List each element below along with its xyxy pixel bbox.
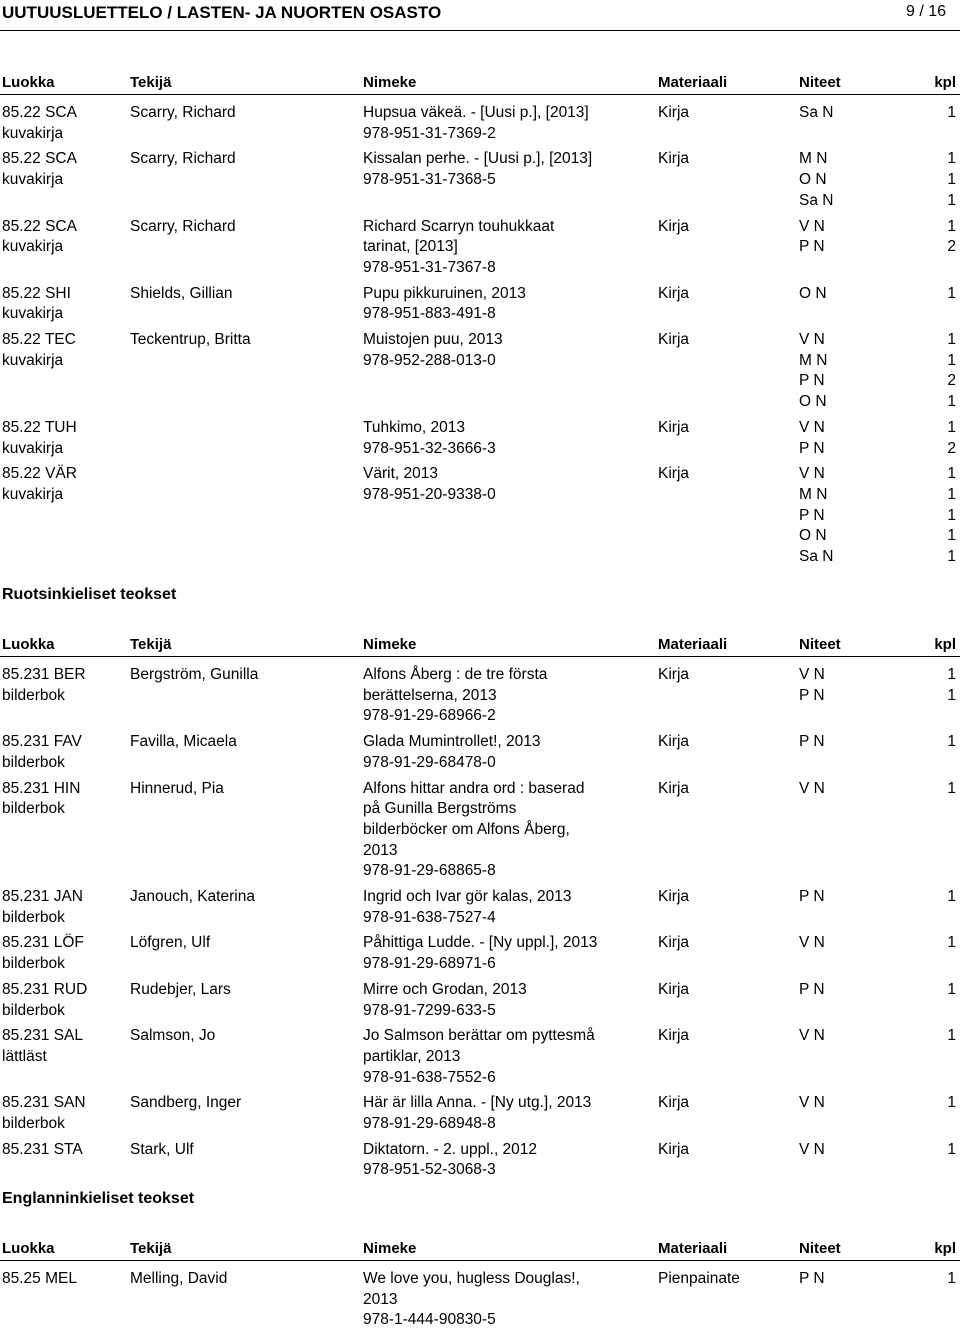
cell-line: 2 — [947, 238, 956, 256]
cell-tekija — [130, 779, 355, 800]
cell-line: Ingrid och Ivar gör kalas, 2013 — [363, 888, 572, 905]
cell-luokka — [2, 887, 122, 928]
cell-tekija — [130, 330, 355, 351]
cell-materiaali — [658, 1093, 778, 1114]
cell-niteet — [799, 1140, 909, 1161]
cell-materiaali — [658, 887, 778, 908]
cell-nimeke — [363, 103, 653, 144]
cell-line: 1 — [947, 779, 956, 797]
cell-tekija — [130, 887, 355, 908]
cell-line: 85.22 VÄR — [2, 465, 77, 483]
cell-luokka — [2, 284, 122, 325]
cell-line: P N — [799, 439, 825, 457]
cell-line: P N — [799, 733, 825, 751]
cell-line: Rudebjer, Lars — [130, 980, 231, 998]
cell-line: Scarry, Richard — [130, 150, 236, 168]
cell-line: bilderbok — [2, 800, 65, 818]
cell-kpl — [932, 217, 956, 258]
cell-line: 2 — [947, 372, 956, 390]
cell-line: Kirja — [658, 1027, 690, 1045]
cell-kpl — [932, 1140, 956, 1161]
column-header-materiaali: Materiaali — [658, 74, 728, 91]
cell-line: Teckentrup, Britta — [130, 331, 251, 348]
cell-tekija — [130, 933, 355, 954]
cell-line: partiklar, 2013 — [363, 1047, 461, 1065]
cell-niteet — [799, 732, 909, 753]
cell-nimeke — [363, 933, 653, 974]
section-title: Englanninkieliset teokset — [2, 1190, 195, 1207]
cell-line: V N — [799, 1094, 825, 1112]
cell-line: Mirre och Grodan, 2013 — [363, 980, 527, 998]
cell-line: 1 — [947, 217, 956, 235]
cell-line: Jo Salmson berättar om pyttesmå — [363, 1027, 595, 1045]
cell-line: bilderbok — [2, 686, 65, 704]
cell-line: 1 — [947, 527, 956, 545]
cell-tekija — [130, 1026, 355, 1047]
cell-materiaali — [658, 779, 778, 800]
cell-line: Kirja — [658, 980, 690, 998]
cell-line: Janouch, Katerina — [130, 888, 255, 905]
cell-line: 1 — [947, 485, 956, 503]
cell-line: 2 — [947, 439, 956, 457]
cell-niteet — [799, 103, 909, 124]
cell-line: 978-951-31-7369-2 — [363, 124, 496, 142]
cell-line: Hinnerud, Pia — [130, 779, 224, 797]
cell-line: Tuhkimo, 2013 — [363, 418, 465, 436]
cell-niteet — [799, 779, 909, 800]
cell-line: Sa N — [799, 548, 834, 565]
cell-materiaali — [658, 149, 778, 170]
cell-line: lättläst — [2, 1047, 47, 1065]
cell-line: Löfgren, Ulf — [130, 934, 211, 952]
cell-line: 978-951-20-9338-0 — [363, 485, 496, 503]
cell-kpl — [932, 887, 956, 908]
cell-line: V N — [799, 934, 825, 952]
cell-line: 2013 — [363, 841, 398, 859]
cell-niteet — [799, 217, 909, 258]
cell-line: V N — [799, 1140, 825, 1158]
cell-line: 1 — [947, 1094, 956, 1112]
cell-niteet — [799, 1093, 909, 1114]
cell-line: 1 — [947, 686, 956, 704]
cell-line: 978-1-444-90830-5 — [363, 1311, 496, 1329]
cell-line: P N — [799, 888, 825, 905]
column-header-luokka: Luokka — [2, 74, 55, 91]
cell-line: Kirja — [658, 150, 690, 168]
cell-luokka — [2, 732, 122, 773]
cell-niteet — [799, 1026, 909, 1047]
cell-line: Richard Scarryn touhukkaat — [363, 217, 555, 235]
cell-line: O N — [799, 171, 827, 189]
cell-line: Kirja — [658, 331, 690, 348]
cell-line: 978-91-29-68478-0 — [363, 753, 496, 771]
column-header-divider — [0, 1260, 960, 1261]
cell-kpl — [932, 330, 956, 413]
cell-line: 85.22 SCA — [2, 217, 77, 235]
cell-materiaali — [658, 103, 778, 124]
cell-line: 978-951-31-7367-8 — [363, 258, 496, 276]
column-header-tekija: Tekijä — [130, 1240, 172, 1257]
cell-line: 85.22 SCA — [2, 104, 77, 121]
page-number: 9 / 16 — [905, 3, 946, 20]
cell-tekija — [130, 217, 355, 238]
cell-luokka — [2, 1093, 122, 1134]
cell-luokka — [2, 933, 122, 974]
cell-niteet — [799, 330, 909, 413]
cell-line: V N — [799, 779, 825, 797]
cell-kpl — [932, 149, 956, 211]
cell-line: Scarry, Richard — [130, 104, 236, 121]
cell-niteet — [799, 933, 909, 954]
cell-line: 85.231 JAN — [2, 888, 83, 905]
cell-line: P N — [799, 1270, 825, 1287]
cell-line: V N — [799, 1027, 825, 1045]
cell-line: 978-952-288-013-0 — [363, 351, 496, 369]
cell-line: 1 — [947, 888, 956, 905]
cell-line: Sa N — [799, 191, 834, 209]
cell-line: 978-91-29-68865-8 — [363, 862, 496, 880]
cell-line: 978-91-29-68948-8 — [363, 1115, 496, 1132]
cell-line: Kissalan perhe. - [Uusi p.], [2013] — [363, 150, 593, 168]
cell-line: 978-951-52-3068-3 — [363, 1161, 496, 1179]
cell-line: 85.231 RUD — [2, 980, 88, 998]
column-header-row — [0, 632, 960, 658]
cell-luokka — [2, 980, 122, 1021]
cell-line: kuvakirja — [2, 124, 64, 142]
column-header-luokka: Luokka — [2, 636, 55, 653]
column-header-niteet: Niteet — [799, 636, 841, 653]
cell-line: Kirja — [658, 779, 690, 797]
column-header-nimeke: Nimeke — [363, 74, 417, 91]
cell-line: kuvakirja — [2, 305, 64, 323]
cell-line: 85.231 FAV — [2, 733, 82, 751]
cell-line: 1 — [947, 284, 956, 302]
cell-nimeke — [363, 217, 653, 279]
cell-line: bilderbok — [2, 955, 65, 973]
cell-tekija — [130, 665, 355, 686]
cell-line: We love you, hugless Douglas!, — [363, 1270, 580, 1287]
cell-tekija — [130, 1093, 355, 1114]
cell-nimeke — [363, 330, 653, 371]
cell-line: Shields, Gillian — [130, 284, 233, 302]
column-header-row — [0, 70, 960, 96]
column-header-kpl: kpl — [934, 636, 956, 653]
cell-niteet — [799, 418, 909, 459]
cell-line: på Gunilla Bergströms — [363, 800, 517, 818]
cell-materiaali — [658, 665, 778, 686]
cell-line: 1 — [947, 506, 956, 524]
cell-line: 978-91-29-68966-2 — [363, 707, 496, 725]
cell-nimeke — [363, 1140, 653, 1181]
column-header-niteet: Niteet — [799, 1240, 841, 1257]
cell-line: 2013 — [363, 1290, 398, 1308]
cell-line: V N — [799, 666, 825, 683]
cell-line: V N — [799, 465, 825, 483]
cell-line: Kirja — [658, 666, 690, 683]
cell-line: P N — [799, 686, 825, 704]
cell-line: Kirja — [658, 1140, 690, 1158]
column-header-kpl: kpl — [934, 1240, 956, 1257]
cell-nimeke — [363, 464, 653, 505]
cell-tekija — [130, 284, 355, 305]
cell-tekija — [130, 149, 355, 170]
page-header — [0, 0, 960, 30]
column-header-divider — [0, 94, 960, 95]
cell-nimeke — [363, 779, 653, 883]
cell-line: Kirja — [658, 104, 690, 121]
cell-materiaali — [658, 330, 778, 351]
cell-line: 1 — [947, 1140, 956, 1158]
cell-line: 85.22 SCA — [2, 150, 77, 168]
cell-line: O N — [799, 393, 827, 411]
cell-line: 1 — [947, 465, 956, 483]
cell-line: berättelserna, 2013 — [363, 686, 497, 704]
cell-materiaali — [658, 464, 778, 485]
cell-line: Pienpainate — [658, 1270, 740, 1287]
column-header-materiaali: Materiaali — [658, 636, 728, 653]
cell-kpl — [932, 418, 956, 459]
cell-line: bilderbok — [2, 908, 65, 926]
cell-line: Sa N — [799, 104, 834, 121]
cell-kpl — [932, 284, 956, 305]
cell-kpl — [932, 103, 956, 124]
cell-nimeke — [363, 665, 653, 727]
cell-line: bilderbok — [2, 1115, 65, 1132]
cell-kpl — [932, 1026, 956, 1047]
cell-nimeke — [363, 732, 653, 773]
header-divider — [0, 30, 960, 31]
cell-line: 85.25 MEL — [2, 1270, 77, 1287]
cell-line: O N — [799, 284, 827, 302]
cell-materiaali — [658, 1140, 778, 1161]
document-title: UUTUUSLUETTELO / LASTEN- JA NUORTEN OSASTO — [2, 3, 442, 22]
cell-materiaali — [658, 980, 778, 1001]
cell-line: M N — [799, 150, 828, 168]
cell-line: Salmson, Jo — [130, 1027, 216, 1045]
cell-line: 1 — [947, 104, 956, 121]
cell-line: Sandberg, Inger — [130, 1094, 242, 1112]
cell-line: 1 — [947, 1027, 956, 1045]
cell-line: Scarry, Richard — [130, 217, 236, 235]
cell-line: 85.22 SHI — [2, 284, 71, 302]
cell-luokka — [2, 1140, 122, 1161]
cell-nimeke — [363, 149, 653, 190]
cell-line: 1 — [947, 548, 956, 565]
cell-nimeke — [363, 1093, 653, 1134]
cell-line: 1 — [947, 733, 956, 751]
cell-line: kuvakirja — [2, 439, 64, 457]
cell-line: 978-91-29-68971-6 — [363, 955, 496, 973]
cell-materiaali — [658, 1269, 778, 1290]
cell-line: tarinat, [2013] — [363, 238, 458, 256]
column-header-tekija: Tekijä — [130, 74, 172, 91]
cell-line: 1 — [947, 150, 956, 168]
cell-line: 85.231 LÖF — [2, 934, 84, 952]
cell-line: bilderböcker om Alfons Åberg, — [363, 820, 570, 838]
column-header-divider — [0, 656, 960, 657]
cell-kpl — [932, 665, 956, 706]
cell-line: 85.231 SAN — [2, 1094, 86, 1112]
cell-materiaali — [658, 933, 778, 954]
cell-line: Bergström, Gunilla — [130, 666, 259, 683]
cell-materiaali — [658, 1026, 778, 1047]
cell-line: Kirja — [658, 1094, 690, 1112]
cell-luokka — [2, 149, 122, 190]
cell-line: P N — [799, 372, 825, 390]
cell-line: 85.231 SAL — [2, 1027, 84, 1045]
cell-line: kuvakirja — [2, 171, 64, 189]
cell-line: M N — [799, 351, 828, 369]
cell-line: Diktatorn. - 2. uppl., 2012 — [363, 1140, 538, 1158]
cell-line: 1 — [947, 351, 956, 369]
cell-line: Värit, 2013 — [363, 465, 438, 483]
cell-line: O N — [799, 527, 827, 545]
cell-line: P N — [799, 980, 825, 998]
cell-materiaali — [658, 284, 778, 305]
cell-kpl — [932, 980, 956, 1001]
column-header-luokka: Luokka — [2, 1240, 55, 1257]
cell-nimeke — [363, 284, 653, 325]
cell-line: Kirja — [658, 284, 690, 302]
cell-line: kuvakirja — [2, 485, 64, 503]
cell-luokka — [2, 1026, 122, 1067]
cell-line: P N — [799, 506, 825, 524]
cell-materiaali — [658, 217, 778, 238]
cell-nimeke — [363, 418, 653, 459]
cell-niteet — [799, 887, 909, 908]
cell-line: Glada Mumintrollet!, 2013 — [363, 733, 541, 751]
cell-line: 1 — [947, 980, 956, 998]
cell-line: Kirja — [658, 888, 690, 905]
cell-line: Kirja — [658, 934, 690, 952]
cell-line: Påhittiga Ludde. - [Ny uppl.], 2013 — [363, 934, 598, 952]
cell-materiaali — [658, 418, 778, 439]
cell-line: kuvakirja — [2, 238, 64, 256]
cell-tekija — [130, 103, 355, 124]
cell-luokka — [2, 464, 122, 505]
cell-line: 85.22 TUH — [2, 418, 77, 436]
cell-niteet — [799, 464, 909, 568]
cell-line: Alfons hittar andra ord : baserad — [363, 779, 585, 797]
column-header-row — [0, 1236, 960, 1262]
cell-line: Stark, Ulf — [130, 1140, 194, 1158]
cell-niteet — [799, 980, 909, 1001]
cell-line: Kirja — [658, 418, 690, 436]
cell-line: bilderbok — [2, 1001, 65, 1019]
cell-line: Här är lilla Anna. - [Ny utg.], 2013 — [363, 1094, 592, 1112]
cell-line: kuvakirja — [2, 351, 64, 369]
cell-line: 978-91-638-7552-6 — [363, 1068, 496, 1086]
cell-line: 978-951-883-491-8 — [363, 305, 496, 323]
cell-luokka — [2, 418, 122, 459]
cell-tekija — [130, 980, 355, 1001]
cell-luokka — [2, 217, 122, 258]
cell-niteet — [799, 1269, 909, 1290]
cell-line: Kirja — [658, 465, 690, 483]
cell-line: 1 — [947, 171, 956, 189]
cell-line: Hupsua väkeä. - [Uusi p.], [2013] — [363, 104, 589, 121]
cell-luokka — [2, 665, 122, 706]
cell-line: 1 — [947, 934, 956, 952]
cell-luokka — [2, 1269, 122, 1290]
cell-nimeke — [363, 980, 653, 1021]
cell-line: V N — [799, 217, 825, 235]
cell-kpl — [932, 1093, 956, 1114]
cell-line: Pupu pikkuruinen, 2013 — [363, 284, 526, 302]
cell-line: Favilla, Micaela — [130, 733, 237, 751]
cell-kpl — [932, 1269, 956, 1290]
cell-line: 1 — [947, 1270, 956, 1287]
cell-nimeke — [363, 887, 653, 928]
column-header-niteet: Niteet — [799, 74, 841, 91]
column-header-kpl: kpl — [934, 74, 956, 91]
column-header-nimeke: Nimeke — [363, 1240, 417, 1257]
cell-line: Muistojen puu, 2013 — [363, 331, 503, 348]
cell-line: 1 — [947, 191, 956, 209]
cell-nimeke — [363, 1269, 653, 1331]
cell-line: Kirja — [658, 733, 690, 751]
cell-luokka — [2, 103, 122, 144]
cell-line: 85.231 STA — [2, 1140, 83, 1158]
cell-line: 978-951-32-3666-3 — [363, 439, 496, 457]
cell-materiaali — [658, 732, 778, 753]
cell-niteet — [799, 149, 909, 211]
cell-line: Alfons Åberg : de tre första — [363, 666, 548, 683]
cell-line: V N — [799, 331, 825, 348]
cell-line: bilderbok — [2, 753, 65, 771]
column-header-materiaali: Materiaali — [658, 1240, 728, 1257]
cell-niteet — [799, 284, 909, 305]
cell-luokka — [2, 330, 122, 371]
cell-line: 85.231 HIN — [2, 779, 81, 797]
cell-line: 85.22 TEC — [2, 331, 76, 348]
cell-luokka — [2, 779, 122, 820]
cell-line: 1 — [947, 393, 956, 411]
cell-line: M N — [799, 485, 828, 503]
cell-nimeke — [363, 1026, 653, 1088]
cell-line: P N — [799, 238, 825, 256]
cell-line: Kirja — [658, 217, 690, 235]
cell-kpl — [932, 464, 956, 568]
cell-line: V N — [799, 418, 825, 436]
cell-line: 978-951-31-7368-5 — [363, 171, 496, 189]
cell-niteet — [799, 665, 909, 706]
column-header-tekija: Tekijä — [130, 636, 172, 653]
cell-kpl — [932, 779, 956, 800]
cell-line: 978-91-638-7527-4 — [363, 908, 496, 926]
cell-line: 85.231 BER — [2, 666, 86, 683]
cell-line: 1 — [947, 331, 956, 348]
section-title: Ruotsinkieliset teokset — [2, 586, 177, 603]
cell-line: 978-91-7299-633-5 — [363, 1001, 496, 1019]
cell-line: 1 — [947, 418, 956, 436]
cell-tekija — [130, 1269, 355, 1290]
cell-line: 1 — [947, 666, 956, 683]
cell-kpl — [932, 732, 956, 753]
cell-line: Melling, David — [130, 1270, 228, 1287]
cell-tekija — [130, 732, 355, 753]
cell-tekija — [130, 1140, 355, 1161]
column-header-nimeke: Nimeke — [363, 636, 417, 653]
cell-kpl — [932, 933, 956, 954]
